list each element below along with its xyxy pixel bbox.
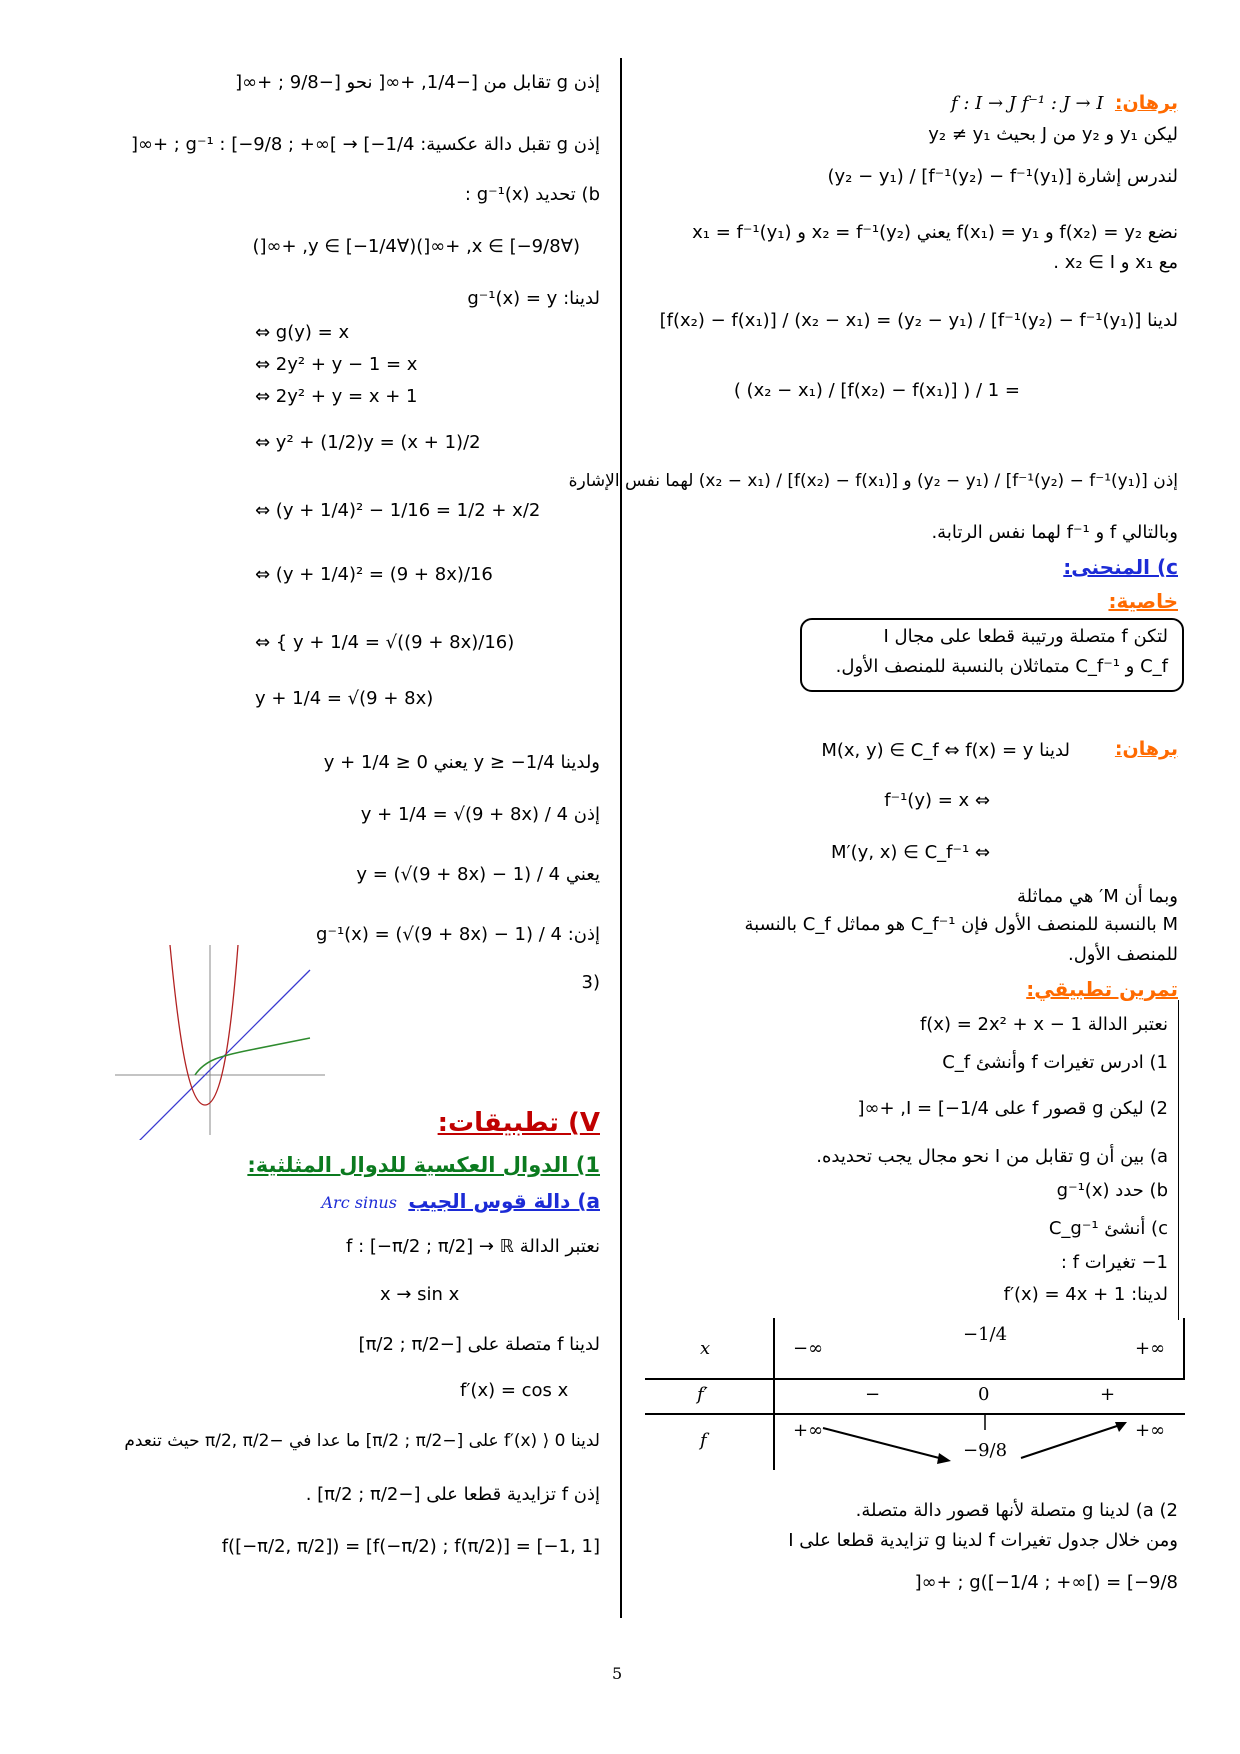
decreasing-arrow: [823, 1428, 947, 1460]
x-critical-value: −1/4: [963, 1324, 1008, 1345]
increasing-arrow: [1021, 1424, 1123, 1458]
text-line: 2) ليكن g قصور f على I = [−1/4, +∞[: [857, 1098, 1168, 1119]
property-text: لتكن f متصلة ورتيبة قطعا على مجال I: [883, 626, 1168, 647]
text-line: (∀x ∈ [−9/8, +∞[)(∀y ∈ [−1/4, +∞[): [252, 236, 580, 257]
text-line: وبالتالي f و f⁻¹ لهما نفس الرتابة.: [931, 522, 1178, 543]
fprime-sign-left: −: [865, 1384, 881, 1405]
row-label-fprime: f′: [697, 1384, 708, 1405]
text-line: a) بين أن g تقابل من I نحو مجال يجب تحديده.: [816, 1146, 1168, 1167]
text-line: لدينا: f′(x) = 4x + 1: [1003, 1284, 1168, 1305]
text-line: إذن f تزايدية قطعا على [−π/2 ; π/2] .: [305, 1484, 600, 1505]
arcsin-heading: [322, 1190, 601, 1214]
text-line: نضع f(x₂) = y₂ و f(x₁) = y₁ يعني x₂ = f⁻¹(y₂) و x₁ = f⁻¹(y₁): [692, 222, 1178, 243]
math-step: y + 1/4 = √(9 + 8x): [255, 688, 434, 709]
text-line: (3: [581, 972, 600, 993]
math-step: x → sin x: [380, 1284, 460, 1305]
text-line: مع x₁ و x₂ ∈ I .: [1053, 252, 1178, 273]
math-step: ⇔ y² + (1/2)y = (x + 1)/2: [255, 432, 481, 453]
subsection-title: 1) الدوال العكسية للدوال المثلثية:: [247, 1153, 600, 1177]
math-step: ⇔ (y + 1/4)² − 1/16 = 1/2 + x/2: [255, 500, 541, 521]
math-step: ⇔ 2y² + y = x + 1: [255, 386, 418, 407]
text-line: ومن خلال جدول تغيرات f لدينا g تزايدية قطعا على I: [788, 1530, 1178, 1551]
proof-title: برهان:: [1114, 92, 1178, 114]
arrow-head: [937, 1453, 951, 1464]
text-line: ولدينا y ≥ −1/4 يعني y + 1/4 ≥ 0: [323, 752, 600, 773]
text-line: f([−π/2, π/2]) = [f(−π/2) ; f(π/2)] = [−1, 1]: [221, 1536, 600, 1557]
exercise-title: تمرين تطبيقي:: [1026, 977, 1178, 1001]
x-minus-infinity: −∞: [793, 1338, 824, 1359]
proof2-heading: [1115, 738, 1178, 761]
text-line: 1) ادرس تغيرات f وأنشئ C_f: [942, 1052, 1168, 1073]
math-step: ⇔ g(y) = x: [255, 322, 350, 343]
text-line: نعتبر الدالة f(x) = 2x² + x − 1: [919, 1014, 1168, 1035]
proof-heading: [951, 92, 1178, 115]
subsection-heading: [247, 1154, 600, 1178]
curve-heading: [1063, 556, 1178, 580]
text-line: b) تحديد g⁻¹(x) :: [464, 184, 600, 205]
applications-heading: [437, 1108, 600, 1138]
page-number: 5: [612, 1664, 623, 1683]
text-line: ⇔ M′(y, x) ∈ C_f⁻¹: [831, 842, 990, 863]
text-line: 2) a) لدينا g متصلة لأنها قصور دالة متصلة.: [855, 1500, 1178, 1521]
text-line: c) أنشئ C_g⁻¹: [1048, 1218, 1168, 1239]
math-step: ⇔ 2y² + y − 1 = x: [255, 354, 418, 375]
fprime-zero: 0: [978, 1384, 990, 1405]
variation-table: [645, 1318, 1185, 1470]
variation-arrows: [645, 1318, 1185, 1470]
curve-title: c) المنحنى:: [1063, 555, 1178, 579]
column-divider: [620, 58, 622, 1618]
text-line: ليكن y₁ و y₂ من J بحيث y₂ ≠ y₁: [928, 124, 1178, 145]
proof-maps: f : I → J f⁻¹ : J → I: [950, 93, 1104, 114]
text-line: إذن y + 1/4 = √(9 + 8x) / 4: [360, 804, 600, 825]
property-text: C_f و C_f⁻¹ متماثلان بالنسبة للمنصف الأول.: [835, 656, 1168, 677]
text-line: إذن g تقابل من [−1/4, +∞[ نحو [−9/8 ; +∞[: [235, 72, 600, 93]
text-line: M بالنسبة للمنصف الأول فإن C_f⁻¹ هو مماثل C_f بالنسبة: [744, 914, 1178, 935]
text-line: لندرس إشارة [f⁻¹(y₂) − f⁻¹(y₁)] / (y₂ − y₁): [827, 166, 1178, 187]
x-plus-infinity: +∞: [1135, 1338, 1166, 1359]
math-step: ⇔ { y + 1/4 = √((9 + 8x)/16): [255, 632, 515, 653]
text-line: b) حدد g⁻¹(x): [1056, 1180, 1168, 1201]
bisector-line: [130, 970, 310, 1140]
text-line: لدينا f متصلة على [−π/2 ; π/2]: [358, 1334, 600, 1355]
text-line: 1− تغيرات f :: [1060, 1252, 1168, 1273]
parabola-curve: [170, 945, 238, 1105]
f-left-limit: +∞: [793, 1420, 824, 1441]
function-graph: [110, 940, 330, 1140]
f-minimum: −9/8: [963, 1440, 1008, 1461]
property-title: خاصية:: [1108, 589, 1178, 613]
text-line: لدينا f′(x) ⟩ 0 على [−π/2 ; π/2] ما عدا في −π/2, π/2 حيث تنعدم: [124, 1431, 600, 1451]
proof2-title: برهان:: [1114, 738, 1178, 760]
text-line: ⇔ f⁻¹(y) = x: [884, 790, 990, 811]
math-step: f′(x) = cos x: [460, 1380, 569, 1401]
text-line: يعني y = (√(9 + 8x) − 1) / 4: [356, 864, 600, 885]
text-line: إذن g تقبل دالة عكسية: g⁻¹ : [−9/8 ; +∞[ → [−1/4 ; +∞[: [130, 134, 600, 155]
row-label-x: x: [700, 1338, 711, 1359]
applications-title: V) تطبيقات:: [437, 1108, 600, 1138]
text-line: إذن: g⁻¹(x) = (√(9 + 8x) − 1) / 4: [316, 924, 600, 945]
text-line: g([−1/4 ; +∞[) = [−9/8 ; +∞[: [914, 1572, 1178, 1593]
text-line: لدينا M(x, y) ∈ C_f ⇔ f(x) = y: [821, 740, 1070, 761]
arcsin-name: Arc sinus: [321, 1193, 397, 1212]
text-line: لدينا: g⁻¹(x) = y: [467, 288, 600, 309]
exercise-side-bar: [1178, 1000, 1179, 1320]
text-line: وبما أن M′ هي مماثلة: [1017, 886, 1178, 907]
text-line: = 1 / ( [f(x₂) − f(x₁)] / (x₂ − x₁) ): [733, 380, 1020, 401]
text-line: لدينا [f⁻¹(y₂) − f⁻¹(y₁)] / (y₂ − y₁) = (x₂ − x₁) / [f(x₂) − f(x₁)]: [659, 310, 1178, 331]
f-right-limit: +∞: [1135, 1420, 1166, 1441]
exercise-heading: [1026, 978, 1178, 1002]
fprime-sign-right: +: [1100, 1384, 1116, 1405]
text-line: للمنصف الأول.: [1067, 944, 1178, 965]
arcsin-title: a) دالة قوس الجيب: [408, 1189, 600, 1213]
text-line: نعتبر الدالة f : [−π/2 ; π/2] → ℝ: [346, 1236, 600, 1257]
inverse-curve: [195, 1038, 310, 1075]
property-heading: [1108, 590, 1178, 614]
row-label-f: f: [700, 1430, 707, 1451]
text-line: إذن [f⁻¹(y₂) − f⁻¹(y₁)] / (y₂ − y₁) و [f(x₂) − f(x₁)] / (x₂ − x₁) لهما نفس الإشارة: [568, 471, 1178, 491]
math-step: ⇔ (y + 1/4)² = (9 + 8x)/16: [255, 564, 493, 585]
